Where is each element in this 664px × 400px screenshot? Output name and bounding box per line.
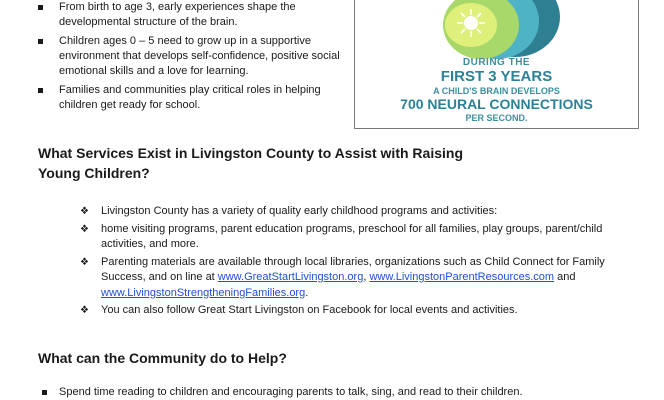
list-item <box>34 0 344 30</box>
infographic-line-2: FIRST 3 YEARS <box>440 68 553 85</box>
list-item-text: Livingston County has a variety of quality early childhood programs and activities: <box>101 205 498 217</box>
list-item <box>80 303 640 319</box>
community-list <box>38 385 638 400</box>
list-item-text: You can also follow Great Start Livingston on Facebook for local events and activities. <box>101 304 518 316</box>
infographic-line-5: PER SECOND. <box>465 113 528 123</box>
infographic-line-3: A CHILD'S BRAIN DEVELOPS <box>433 86 560 96</box>
link-separator: and <box>554 271 576 283</box>
square-bullet-icon <box>38 39 43 44</box>
diamond-bullet-icon: ❖ <box>80 305 89 316</box>
livingston-parent-resources-link[interactable]: www.LivingstonParentResources.com <box>369 271 555 283</box>
services-list <box>80 204 640 321</box>
link-separator: , <box>363 271 370 283</box>
list-item <box>34 34 344 79</box>
list-item <box>38 385 638 400</box>
list-item-text: Spend time reading to children and encouraging parents to talk, sing, and read to their children. <box>59 386 523 398</box>
livingston-strengthening-families-link[interactable]: www.LivingstonStrengtheningFamilies.org <box>101 286 306 299</box>
infographic-line-1: DURING THE <box>462 57 531 68</box>
list-item-text: home visiting programs, parent education programs, preschool for all families, play groups, parent/child activities, and more. <box>101 222 603 250</box>
great-start-livingston-link[interactable]: www.GreatStartLivingston.org <box>217 271 364 283</box>
brain-infographic <box>354 0 639 129</box>
list-item-text: Children ages 0 – 5 need to grow up in a supportive environment that develops self-confidence, positive social emotional skills and a love for learning. <box>59 35 340 77</box>
diamond-bullet-icon: ❖ <box>80 223 89 235</box>
square-bullet-icon <box>38 88 43 93</box>
list-item <box>80 222 640 253</box>
list-item <box>34 83 344 113</box>
intro-bullet-list <box>34 0 344 117</box>
community-heading: What can the Community do to Help? <box>38 350 287 366</box>
list-item-text: Parenting materials are available through local libraries, organizations such as Child Connect for Family Success, and on line at <box>101 255 605 283</box>
diamond-bullet-icon: ❖ <box>80 206 89 217</box>
list-item-text: Families and communities play critical roles in helping children get ready for school. <box>59 84 321 111</box>
infographic-line-4: 700 NEURAL CONNECTIONS <box>400 96 593 112</box>
list-item <box>80 204 640 220</box>
sentence-end: . <box>305 286 309 299</box>
services-heading: What Services Exist in Livingston County to Assist with Raising Young Children? <box>38 145 463 181</box>
square-bullet-icon <box>42 390 47 395</box>
square-bullet-icon <box>38 5 43 10</box>
diamond-bullet-icon: ❖ <box>80 256 89 268</box>
list-item <box>80 255 640 302</box>
list-item-text: From birth to age 3, early experiences shape the developmental structure of the brain. <box>59 1 296 28</box>
